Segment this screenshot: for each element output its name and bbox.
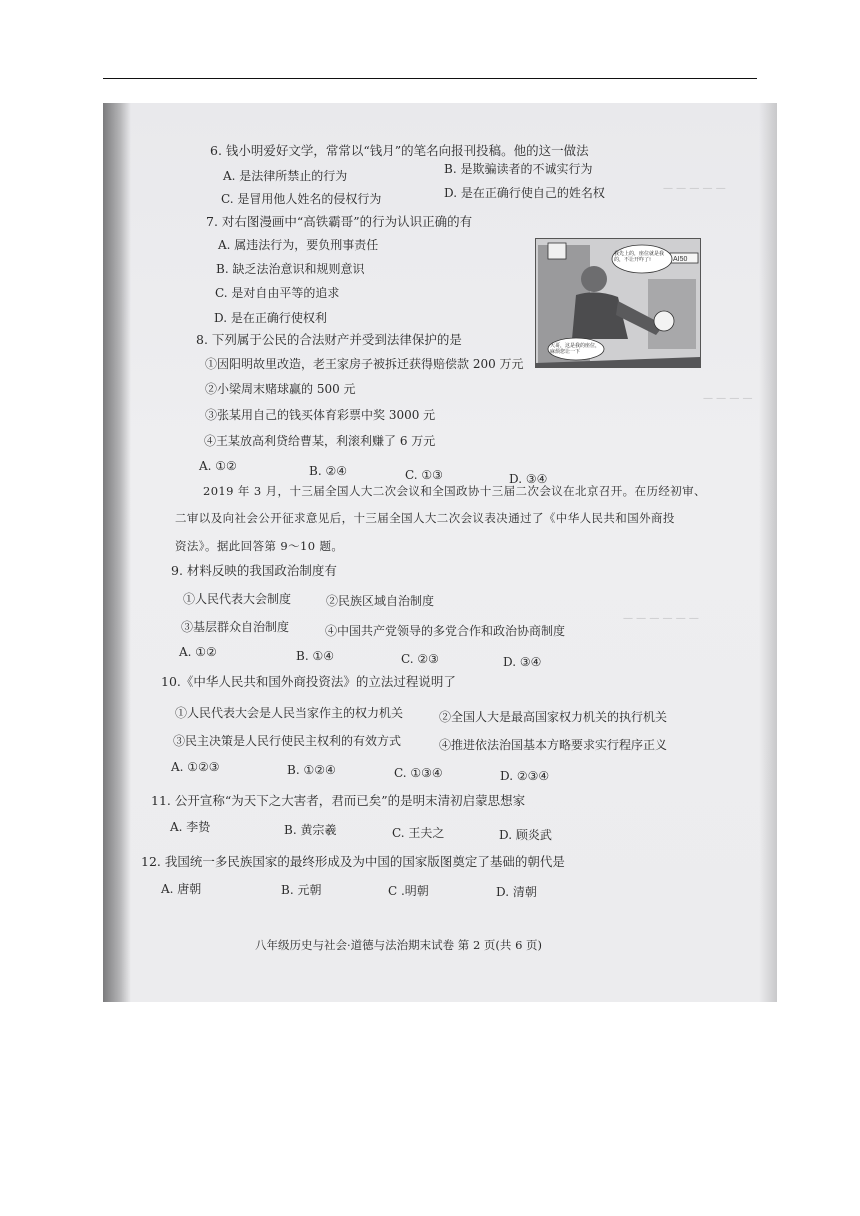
comic-sign-text: AI50 — [673, 256, 688, 263]
question-9-option-a: A. ①② — [179, 645, 217, 659]
question-10-option-b: B. ①②④ — [287, 763, 336, 777]
exam-page — [103, 103, 777, 1002]
question-10-statement-4: ④推进依法治国基本方略要求实行程序正义 — [439, 738, 668, 752]
question-7-stem: 7. 对右图漫画中“高铁霸哥”的行为认识正确的有 — [206, 214, 473, 229]
question-11-option-c: C. 王夫之 — [392, 826, 445, 840]
question-9-option-b: B. ①④ — [296, 649, 334, 663]
question-12-option-c: C .明朝 — [388, 884, 429, 898]
bleed-through-text: — — — — — — [663, 183, 726, 194]
question-8-statement-3: ③张某用自己的钱买体育彩票中奖 3000 元 — [205, 408, 436, 422]
question-7-option-b: B. 缺乏法治意识和规则意识 — [216, 262, 365, 276]
question-8-option-d: D. ③④ — [509, 472, 548, 486]
question-11-option-d: D. 顾炎武 — [499, 828, 552, 842]
bleed-through-text: — — — — — [703, 393, 753, 404]
material-line-1: 2019 年 3 月，十三届全国人大二次会议和全国政协十三届二次会议在北京召开。在历经初审、 — [203, 484, 706, 498]
cartoon-illustration — [535, 238, 701, 368]
question-8-option-b: B. ②④ — [309, 464, 347, 478]
question-10-statement-1: ①人民代表大会是人民当家作主的权力机关 — [175, 706, 404, 720]
question-7-option-c: C. 是对自由平等的追求 — [215, 286, 340, 300]
question-6-stem: 6. 钱小明爱好文学，常常以“钱月”的笔名向报刊投稿。他的这一做法 — [210, 143, 589, 158]
question-10-option-a: A. ①②③ — [171, 760, 220, 774]
question-9-statement-2: ②民族区域自治制度 — [326, 594, 435, 608]
question-10-stem: 10.《中华人民共和国外商投资法》的立法过程说明了 — [161, 674, 456, 689]
question-8-statement-4: ④王某放高利贷给曹某，利滚利赚了 6 万元 — [204, 434, 436, 448]
question-7-option-a: A. 属违法行为，要负刑事责任 — [218, 238, 379, 252]
question-6-option-b: B. 是欺骗读者的不诚实行为 — [444, 162, 593, 176]
question-9-statement-4: ④中国共产党领导的多党合作和政治协商制度 — [325, 624, 566, 638]
bleed-through-text: — — — — — — — [623, 613, 699, 624]
question-9-option-d: D. ③④ — [503, 655, 542, 669]
comic-speech-bubble-bottom: 大哥，这是我的座位，麻烦您让一下 — [550, 343, 601, 355]
question-12-option-a: A. 唐朝 — [161, 882, 202, 896]
question-6-option-a: A. 是法律所禁止的行为 — [223, 169, 348, 183]
question-12-stem: 12. 我国统一多民族国家的最终形成及为中国的国家版图奠定了基础的朝代是 — [141, 854, 565, 869]
question-9-statement-1: ①人民代表大会制度 — [183, 592, 292, 606]
question-8-option-a: A. ①② — [199, 459, 237, 473]
question-8-stem: 8. 下列属于公民的合法财产并受到法律保护的是 — [196, 332, 462, 347]
question-7-option-d: D. 是在正确行使权利 — [214, 311, 327, 325]
question-12-option-b: B. 元朝 — [281, 883, 322, 897]
question-11-option-b: B. 黄宗羲 — [284, 823, 337, 837]
material-line-3: 资法》。据此回答第 9～10 题。 — [175, 539, 344, 553]
question-8-statement-2: ②小梁周末赌球赢的 500 元 — [205, 382, 356, 396]
question-6-option-d: D. 是在正确行使自己的姓名权 — [444, 186, 605, 200]
comic-speech-bubble-top: 我先上的，座位就是我的，不让开咋了! — [614, 251, 665, 263]
question-8-statement-1: ①因阳明故里改造，老王家房子被拆迁获得赔偿款 200 万元 — [205, 357, 524, 371]
material-line-2: 二审以及向社会公开征求意见后，十三届全国人大二次会议表决通过了《中华人民共和国外商投 — [175, 511, 675, 525]
question-11-option-a: A. 李贽 — [170, 820, 211, 834]
exam-page-photo — [103, 103, 777, 1002]
question-9-statement-3: ③基层群众自治制度 — [181, 620, 290, 634]
question-9-stem: 9. 材料反映的我国政治制度有 — [171, 563, 337, 578]
question-12-option-d: D. 清朝 — [496, 885, 537, 899]
question-10-statement-3: ③民主决策是人民行使民主权利的有效方式 — [173, 734, 402, 748]
question-11-stem: 11. 公开宣称“为天下之大害者，君而已矣”的是明末清初启蒙思想家 — [151, 793, 526, 808]
question-9-option-c: C. ②③ — [401, 652, 439, 666]
question-8-option-c: C. ①③ — [405, 468, 443, 482]
page-footer: 八年级历史与社会·道德与法治期末试卷 第 2 页(共 6 页) — [255, 938, 543, 952]
question-10-statement-2: ②全国人大是最高国家权力机关的执行机关 — [439, 710, 668, 724]
question-10-option-d: D. ②③④ — [500, 769, 550, 783]
top-rule — [103, 78, 757, 79]
question-6-option-c: C. 是冒用他人姓名的侵权行为 — [221, 192, 382, 206]
question-10-option-c: C. ①③④ — [394, 766, 443, 780]
